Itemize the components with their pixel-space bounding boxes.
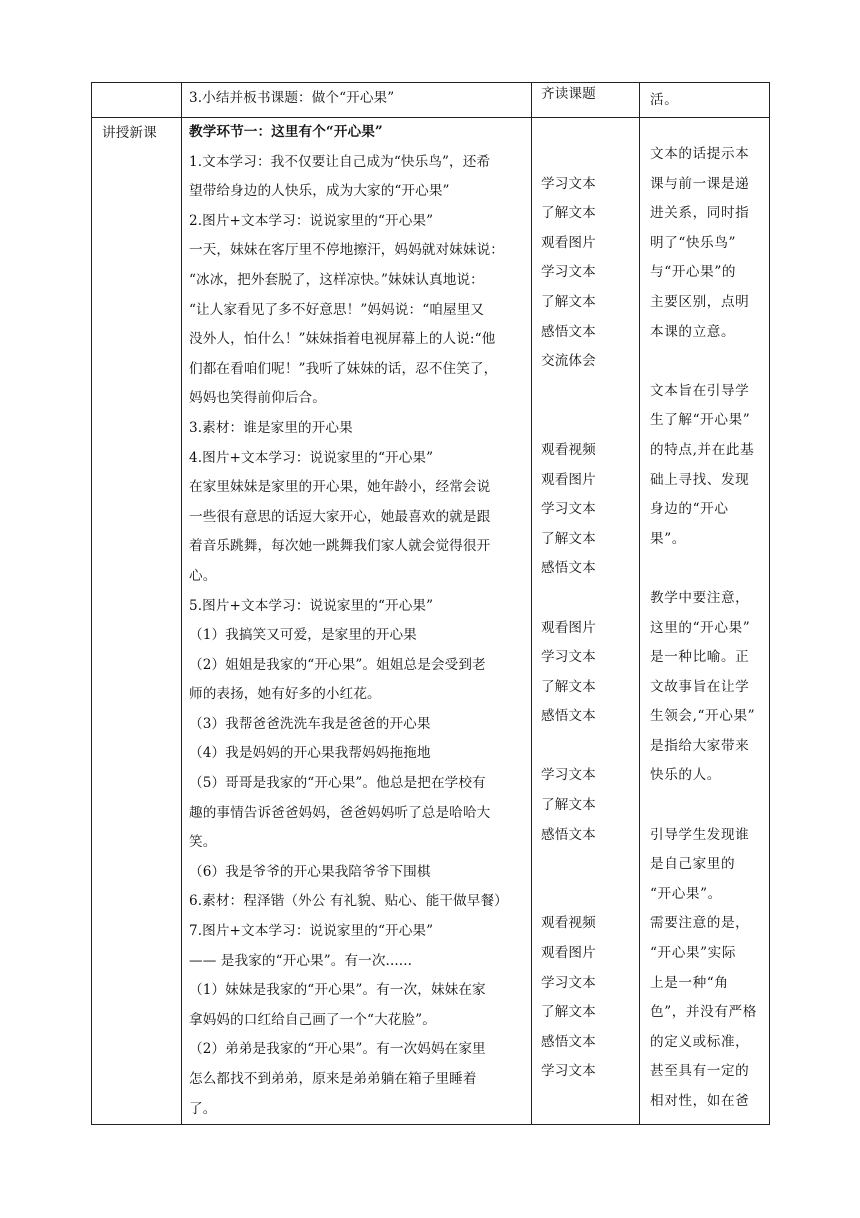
activity-line: 观看图片 [541,619,596,636]
content-line: 一些很有意思的话逗大家开心，她最喜欢的就是跟 [189,508,491,525]
stage-cell [92,118,182,1125]
content-line: 着音乐跳舞，每次她一跳舞我们家人就会觉得很开 [189,538,491,555]
content-line: 一天，妹妹在客厅里不停地擦汗，妈妈就对妹妹说： [189,242,504,259]
content-cell [182,118,532,1125]
table-row [92,118,770,1125]
design-note-block [650,377,769,555]
design-note-line: 上是一种“角 [650,974,729,991]
design-note-line: 甚至具有一定的 [650,1063,750,1080]
content-line: 师的表扬，她有好多的小红花。 [189,686,381,703]
design-note-line: 色”，并没有严格 [650,1004,757,1021]
activity-line: 了解文本 [541,797,596,814]
design-note-line: 础上寻找、发现 [650,471,750,488]
stage-cell [92,83,182,118]
content-line: 们都在看咱们呢！”我听了妹妹的话，忍不住笑了， [189,360,498,377]
content-line: （3）我帮爸爸洗洗车我是爸爸的开心果 [189,715,431,732]
activity-line: 了解文本 [541,530,596,547]
design-note-block [650,584,769,791]
activity-line: 观看视频 [541,441,596,458]
activity-line: 学习文本 [541,649,596,666]
content-line: —— 是我家的“开心果”。有一次...... [189,952,413,969]
design-note-line: 生了解“开心果” [650,412,751,429]
design-note-block [650,821,769,1117]
content-line: （1）我搞笑又可爱，是家里的开心果 [189,627,417,644]
design-note-line: 需要注意的是， [650,915,750,932]
lesson-plan-table [91,82,770,1125]
content-cell [182,83,532,118]
content-line: 妈妈也笑得前仰后合。 [189,390,326,407]
design-note-line: 这里的“开心果” [650,619,751,636]
design-note-line: 与“开心果”的 [650,264,737,281]
activity-line [541,377,639,407]
content-line: 没外人，怕什么！”妹妹指着电视屏幕上的人说:“他 [189,331,496,348]
content-line: 6.素材：程泽锴（外公 有礼貌、贴心、能干做早餐） [189,893,508,910]
activity-line: 观看视频 [541,915,596,932]
design-note-line: 快乐的人。 [650,767,721,784]
design-notes [640,118,769,1117]
activity-line [541,584,639,614]
design-note-line: 文故事旨在让学 [650,678,750,695]
activity-lines [532,118,639,1087]
activity-line: 学习文本 [541,501,596,518]
header-activity-text: 齐读课题 [541,86,596,102]
content-line: 趣的事情告诉爸爸妈妈，爸爸妈妈听了总是哈哈大 [189,804,491,821]
content-line: （2）弟弟是我家的“开心果”。有一次妈妈在家里 [189,1041,486,1058]
content-line: （5）哥哥是我家的“开心果”。他总是把在学校有 [189,775,486,792]
activity-line [541,850,639,880]
content-line: （2）姐姐是我家的“开心果”。姐姐总是会受到老 [189,656,486,673]
activity-line: 感悟文本 [541,826,596,843]
activity-line: 交流体会 [541,353,596,370]
activity-line: 学习文本 [541,175,596,192]
activity-line [541,732,639,762]
header-note-text: 活。 [650,92,679,108]
design-note-line: 生领会,“开心果” [650,708,756,725]
design-note-line: 主要区别，点明 [650,293,750,310]
activity-line: 学习文本 [541,767,596,784]
content-line: 4.图片+文本学习：说说家里的“开心果” [189,449,434,466]
activity-line: 感悟文本 [541,323,596,340]
design-note-line: 本课的立意。 [650,323,736,340]
activity-line: 了解文本 [541,205,596,222]
note-spacer [650,791,769,821]
content-line: “冰冰，把外套脱了，这样凉快。”妹妹认真地说： [189,271,484,288]
activity-line: 感悟文本 [541,1033,596,1050]
activity-line [541,140,639,170]
activity-line: 观看图片 [541,234,596,251]
activity-line: 观看图片 [541,945,596,962]
design-note-line: 引导学生发现谁 [650,826,750,843]
content-line: 望带给身边的人快乐，成为大家的“开心果” [189,183,450,200]
activity-line: 了解文本 [541,1004,596,1021]
content-line: 拿妈妈的口红给自己画了一个“大花脸”。 [189,1011,436,1028]
design-note-line: 身边的“开心 [650,501,729,518]
content-line: 了。 [189,1100,217,1117]
content-line: 怎么都找不到弟弟，原来是弟弟躺在箱子里睡着 [189,1071,477,1087]
activity-line: 了解文本 [541,678,596,695]
design-note-line: 教学中要注意， [650,589,750,606]
activity-line [541,880,639,910]
design-note-line: 明了“快乐鸟” [650,234,737,251]
design-note-cell [640,118,770,1125]
design-note-cell [640,83,770,118]
table-row [92,83,770,118]
design-note-line: 的特点,并在此基 [650,441,755,458]
design-note-block [650,140,769,347]
activity-line [541,406,639,436]
note-spacer [650,347,769,377]
design-note-line: 课与前一课是递 [650,175,750,192]
design-note-line: 是自己家里的 [650,856,736,873]
design-note-line: 是一种比喻。正 [650,649,750,666]
content-line: 心。 [189,567,217,584]
content-line: 5.图片+文本学习：说说家里的“开心果” [189,597,434,614]
activity-cell [532,118,640,1125]
content-line: 笑。 [189,834,217,851]
design-note-line: 文本旨在引导学 [650,382,750,399]
design-note-line: 的定义或标准， [650,1033,750,1050]
content-line: 1.文本学习：我不仅要让自己成为“快乐鸟”，还希 [189,153,491,170]
content-line: 3.素材：谁是家里的开心果 [189,419,353,436]
activity-line: 学习文本 [541,974,596,991]
content-line: 2.图片+文本学习：说说家里的“开心果” [189,212,434,229]
activity-line: 观看图片 [541,471,596,488]
activity-line: 感悟文本 [541,560,596,577]
activity-line: 学习文本 [541,1063,596,1080]
design-note-line: 相对性，如在爸 [650,1093,750,1109]
activity-line: 感悟文本 [541,708,596,725]
stage-label: 讲授新课 [102,125,157,141]
activity-cell [532,83,640,118]
header-content-text: 3.小结并板书课题：做个“开心果” [189,90,395,106]
activity-line: 学习文本 [541,264,596,281]
note-spacer [650,554,769,584]
content-line: 在家里妹妹是家里的开心果，她年龄小，经常会说 [189,479,491,496]
content-line: （4）我是妈妈的开心果我帮妈妈拖拖地 [189,745,431,762]
content-line: 7.图片+文本学习：说说家里的“开心果” [189,923,434,940]
content-line: 教学环节一：这里有个“开心果” [189,124,383,140]
activity-line: 了解文本 [541,293,596,310]
design-note-line: 是指给大家带来 [650,737,750,754]
design-note-line: “开心果”。 [650,885,722,902]
design-note-line: 文本的话提示本 [650,146,750,162]
content-line: （1）妹妹是我家的“开心果”。有一次，妹妹在家 [189,982,486,999]
design-note-line: 果”。 [650,530,686,547]
content-lines [182,118,531,1124]
content-line: “让人家看见了多不好意思！”妈妈说：“咱屋里又 [189,301,485,318]
content-line: （6）我是爷爷的开心果我陪爷爷下围棋 [189,863,431,880]
design-note-line: “开心果”实际 [650,945,737,962]
design-note-line: 进关系，同时指 [650,205,750,222]
